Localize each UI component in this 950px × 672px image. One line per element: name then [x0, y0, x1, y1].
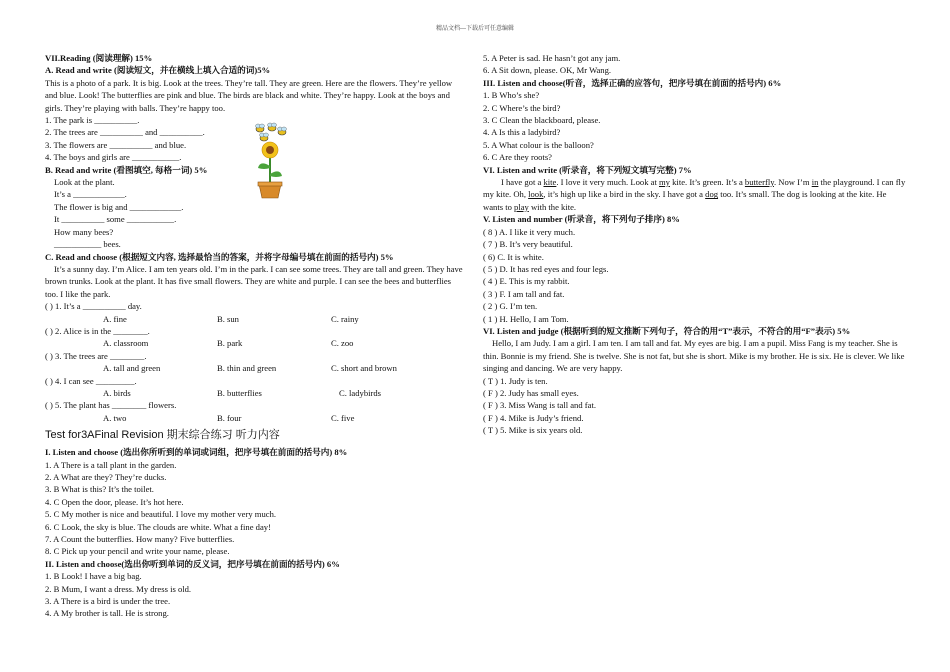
list-item: ( T ) 1. Judy is ten.	[483, 375, 548, 386]
part-b-title: B. Read and write (看图填空, 每格一词) 5%	[45, 164, 208, 175]
option-b: B. thin and green	[217, 363, 277, 374]
listening-judge-list	[483, 375, 908, 437]
list-item: ( T ) 5. Mike is six years old.	[483, 425, 583, 436]
list-item: ( F ) 3. Miss Wang is tall and fat.	[483, 400, 597, 411]
list-item: ( 7 ) B. It’s very beautiful.	[483, 239, 573, 250]
section-reading-title: VII.Reading (阅读理解) 15%	[45, 53, 153, 63]
part-a-question-2: 2. The trees are __________ and __________.	[45, 127, 205, 138]
passage-text: the playground. I can fly my kite. Oh,	[483, 177, 906, 200]
part-b-line-5: How many bees?	[54, 226, 114, 237]
list-item: ( 2 ) G. I’m ten.	[483, 301, 538, 312]
option-b: B. sun	[217, 313, 239, 324]
bee-icon	[256, 124, 265, 132]
filled-word: look	[528, 189, 544, 200]
part-c-options-3	[45, 362, 463, 374]
list-item: 2. C Where’s the bird?	[483, 102, 561, 113]
listening-part-3-list	[483, 89, 908, 163]
list-item: ( 6) C. It is white.	[483, 251, 544, 262]
part-b-line-6: ___________ bees.	[54, 239, 121, 250]
sunflower-icon	[258, 142, 282, 184]
option-a: A. birds	[103, 387, 131, 398]
option-a: A. tall and green	[103, 363, 161, 374]
part-a-title: A. Read and write (阅读短文，并在横线上填入合适的词)5%	[45, 65, 271, 76]
option-a: A. classroom	[103, 338, 149, 349]
option-c: C. short and brown	[331, 363, 397, 374]
option-b: B. butterflies	[217, 387, 262, 398]
part-c-question-3: ( ) 3. The trees are ________.	[45, 350, 147, 361]
passage-text: . I love it very much. Look at	[556, 177, 659, 188]
listening-part-2-list	[45, 570, 463, 620]
pot-icon	[258, 182, 282, 198]
list-item: 3. B What is this? It’s the toilet.	[45, 484, 154, 495]
option-c: C. zoo	[331, 338, 354, 349]
list-item: 6. C Are they roots?	[483, 152, 552, 163]
option-c: C. ladybirds	[339, 387, 382, 398]
listening-part-1-title: I. Listen and choose (选出你所听到的单词或词组，把序号填在前面的括号内) 8%	[45, 447, 348, 458]
list-item: 1. B Who’s she?	[483, 90, 540, 101]
list-item: 4. C Open the door, please. It’s hot here.	[45, 496, 184, 507]
list-item: ( F ) 2. Judy has small eyes.	[483, 387, 579, 398]
filled-word: in	[811, 177, 819, 188]
list-item: 1. B Look! I have a big bag.	[45, 571, 142, 582]
part-c-title: C. Read and choose (根据短文内容, 选择最恰当的答案，并将字母编号填在前面的括号内) 5%	[45, 251, 394, 262]
bee-icon	[268, 123, 277, 131]
filled-word: my	[659, 177, 670, 188]
listening-test-title: Test for3AFinal Revision 期末综合练习 听力内容	[45, 429, 280, 442]
part-a-question-1: 1. The park is __________.	[45, 115, 140, 126]
list-item: ( 1 ) H. Hello, I am Tom.	[483, 313, 569, 324]
option-a: A. fine	[103, 313, 127, 324]
listening-judge-title: VI. Listen and judge (根据听到的短文推断下列句子，符合的用“T”表示，不符合的用“F”表示) 5%	[483, 325, 851, 336]
passage-text: I have got a	[501, 177, 544, 188]
list-item: 4. A Is this a ladybird?	[483, 127, 561, 138]
part-c-question-1: ( ) 1. It’s a __________ day.	[45, 301, 142, 312]
part-c-question-2: ( ) 2. Alice is in the ________.	[45, 325, 150, 336]
list-item: 2. B Mum, I want a dress. My dress is old.	[45, 583, 192, 594]
list-item: 5. A Peter is sad. He hasn’t got any jam.	[483, 53, 621, 63]
passage-text: kite. It’s green. It’s a	[669, 177, 745, 188]
part-b-line-2: It’s a ____________.	[54, 189, 127, 200]
page-header: 精品文档---下载后可任意编辑	[436, 26, 514, 32]
list-item: ( 3 ) F. I am tall and fat.	[483, 288, 565, 299]
listening-judge-passage: Hello, I am Judy. I am a girl. I am ten. I am tall and fat. My eyes are big. I am a pupil. Miss Fang is my teacher. She is thin. Bonnie is my friend. She is twelve. She is not fat, but she is short. Mike is my brother. He is six. He is clever. We like singing and dancing. We are very happy.	[483, 338, 905, 374]
filled-word: play	[514, 201, 529, 212]
listening-part-2-title: II. Listen and choose(选出你听到单词的反义词，把序号填在前面的括号内) 6%	[45, 558, 340, 569]
option-a: A. two	[103, 412, 127, 423]
option-b: B. four	[217, 412, 242, 423]
list-item: 4. A My brother is tall. He is strong.	[45, 608, 169, 619]
part-a-passage: This is a photo of a park. It is big. Look at the trees. They’re tall. They are green. Here are the flowers. They’re yellow and blue. Look! The butterflies are pink and blue. The birds are black and white. They’re happy. Look at the boys and girls. They’re playing with balls. They’re happy too.	[45, 77, 453, 113]
filled-word: kite	[543, 177, 557, 188]
list-item: 5. A What colour is the balloon?	[483, 139, 594, 150]
list-item: 5. C My mother is nice and beautiful. I love my mother very much.	[45, 509, 277, 520]
option-c: C. five	[331, 412, 355, 423]
option-b: B. park	[217, 338, 243, 349]
part-c-question-5: ( ) 5. The plant has ________ flowers.	[45, 400, 177, 411]
filled-word: butterfly	[744, 177, 774, 188]
part-c-question-4: ( ) 4. I can see _________.	[45, 375, 137, 386]
listening-part-1-list	[45, 459, 463, 558]
list-item: 6. C Look, the sky is blue. The clouds are white. What a fine day!	[45, 521, 271, 532]
passage-text: , it’s high up like a bird in the sky. I have got a	[543, 189, 706, 200]
list-item: 7. A Count the butterflies. How many? Five butterflies.	[45, 534, 235, 545]
passage-text: with the kite.	[528, 201, 577, 212]
option-c: C. rainy	[331, 313, 359, 324]
list-item: ( 8 ) A. I like it very much.	[483, 226, 576, 237]
list-item: 8. C Pick up your pencil and write your name, please.	[45, 546, 230, 557]
part-c-options-1	[45, 313, 463, 325]
part-c-options-5	[45, 412, 463, 424]
passage-text: too. It’s small. The dog is looking at the kite. He wants to	[483, 189, 887, 212]
listening-part-3-title: III. Listen and choose(听音，选择正确的应答句，把序号填在前面的括号内) 6%	[483, 77, 782, 88]
list-item: ( 4 ) E. This is my rabbit.	[483, 276, 570, 287]
listening-part-5-title: V. Listen and number (听录音，将下列句子排序) 8%	[483, 214, 680, 225]
list-item: 3. C Clean the blackboard, please.	[483, 115, 601, 126]
listening-part-5-list	[483, 226, 908, 325]
bee-icon	[260, 133, 269, 141]
part-b-line-1: Look at the plant.	[54, 177, 115, 188]
passage-text: . Now I’m	[773, 177, 812, 188]
list-item: 3. A There is a bird is under the tree.	[45, 596, 171, 607]
list-item: ( F ) 4. Mike is Judy’s friend.	[483, 412, 584, 423]
part-a-question-4: 4. The boys and girls are ___________.	[45, 152, 182, 163]
listening-part-6-passage	[483, 176, 908, 213]
part-c-passage: It’s a sunny day. I’m Alice. I am ten years old. I’m in the park. I can see some trees. They are tall and green. They have brown trunks. Look at the plant. It has five small flowers. They are white and purple. I can see the bees and butterflies too. I like the park.	[45, 263, 463, 299]
filled-word: dog	[705, 189, 719, 200]
part-b-line-3: The flower is big and ____________.	[54, 201, 184, 212]
part-c-options-4	[45, 387, 463, 399]
part-c-options-2	[45, 337, 463, 349]
listening-part-6-title: VI. Listen and write (听录音，将下列短文填写完整) 7%	[483, 164, 692, 175]
part-a-question-3: 3. The flowers are __________ and blue.	[45, 139, 187, 150]
flower-pot-illustration	[248, 122, 292, 200]
list-item: 2. A What are they? They’re ducks.	[45, 472, 167, 482]
right-column	[483, 52, 908, 437]
list-item: 1. A There is a tall plant in the garden.	[45, 459, 177, 470]
list-item: ( 5 ) D. It has red eyes and four legs.	[483, 263, 609, 274]
list-item: 6. A Sit down, please. OK, Mr Wang.	[483, 65, 612, 76]
bee-icon	[278, 127, 287, 135]
part-b-line-4: It __________ some ___________.	[54, 214, 177, 225]
